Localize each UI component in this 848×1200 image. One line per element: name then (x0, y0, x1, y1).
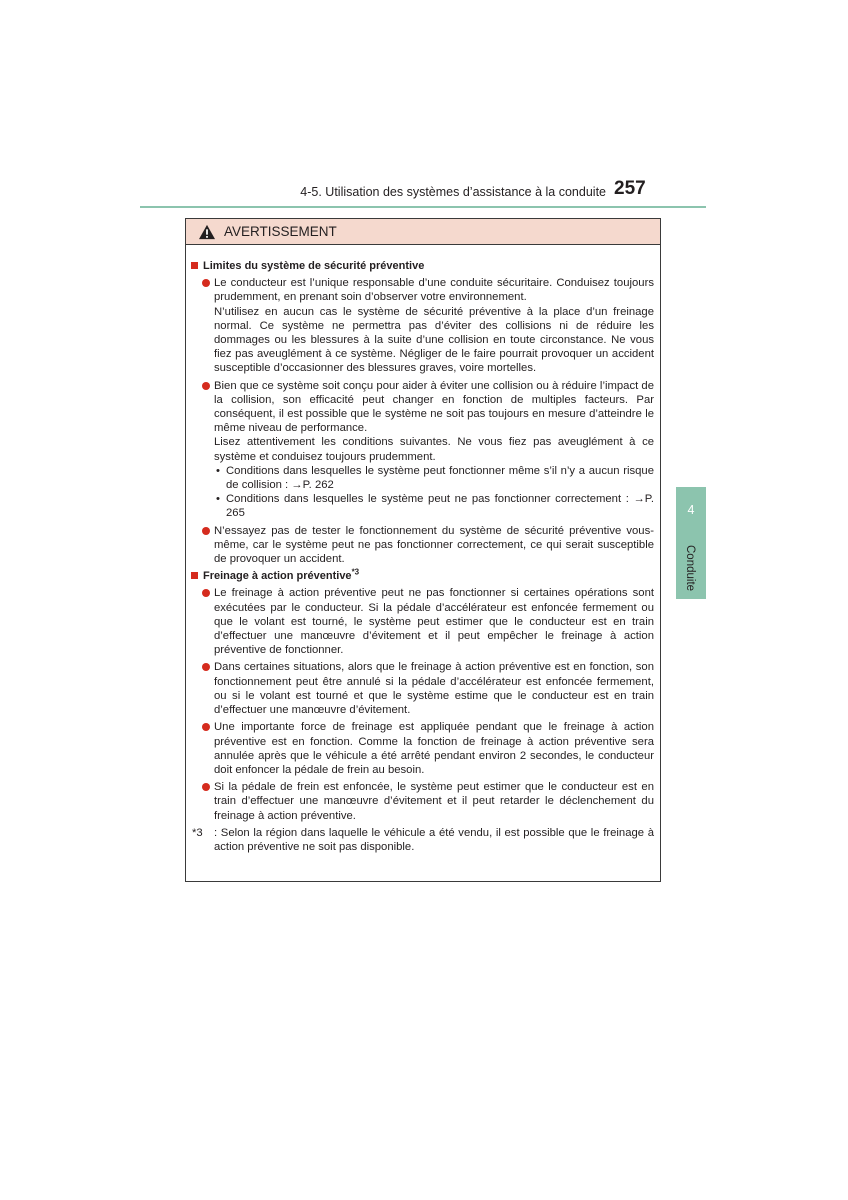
chapter-side-tab (676, 487, 706, 599)
section-heading-text: Limites du système de sécurité préventive (203, 260, 425, 272)
chapter-number: 4 (687, 503, 695, 517)
circle-bullet-icon (202, 723, 210, 731)
chapter-label: Conduite (684, 545, 696, 592)
paragraph: N’utilisez en aucun cas le système de sécurité préventive à la place d’un freinage normal. Ce système ne permettra pas d’éviter des collisions ni de réduire les dommages ou les blessures à la suite d’une collision en toute circonstance. Ne vous fiez pas aveuglément à ce système. Négliger de le faire pourrait provoquer un accident susceptible d’occasionner des blessures graves, voire mortelles. (214, 305, 654, 375)
paragraph: Le conducteur est l’unique responsable d’une conduite sécuritaire. Conduisez toujours prudemment, en prenant soin d’observer votre environnement. (214, 277, 654, 304)
sub-list-text: Conditions dans lesquelles le système peut ne pas fonctionner correctement : →P. 265 (226, 493, 654, 520)
sub-list-item (189, 464, 654, 492)
section-heading-text: Freinage à action préventive (203, 570, 352, 583)
footnote (189, 826, 654, 854)
circle-bullet-icon (202, 663, 210, 671)
circle-bullet-icon (202, 527, 210, 535)
list-item (189, 660, 654, 717)
list-item (189, 276, 654, 375)
page-number: 257 (614, 178, 646, 199)
paragraph: Une importante force de freinage est appliquée pendant que le freinage à action préventive est en fonction. Comme la fonction de freinage à action préventive sera annulée après que le véhicule a été arrêté pendant environ 2 secondes, le conducteur doit enfoncer la pédale de frein au besoin. (214, 721, 654, 776)
section-heading (189, 259, 654, 273)
list-item (189, 524, 654, 567)
footnote-reference: *3 (351, 567, 360, 577)
list-item (189, 379, 654, 464)
paragraph: Bien que ce système soit conçu pour aider à éviter une collision ou à réduire l’impact de la collision, son efficacité peut changer en fonction de multiples facteurs. Par conséquent, il est possible que le système ne soit pas toujours en mesure d’atteindre le même niveau de performance. (214, 379, 654, 435)
warning-header (186, 219, 660, 245)
paragraph: Si la pédale de frein est enfoncée, le système peut estimer que le conducteur est en train d’effectuer une manœuvre d’évitement et il peut retarder le déclenchement du freinage à action préventive. (214, 781, 654, 822)
paragraph: Le freinage à action préventive peut ne pas fonctionner si certaines opérations sont exécutées par le conducteur. Si la pédale d’accélérateur est enfoncée fermement ou que le volant est tourné, le système peut estimer que le conducteur est en train d’effectuer une manœuvre d’évitement et il peut empêcher le freinage à action préventive de fonctionner. (214, 587, 654, 657)
circle-bullet-icon (202, 783, 210, 791)
footnote-mark: *3 (192, 826, 203, 839)
circle-bullet-icon (202, 589, 210, 597)
square-bullet-icon (191, 572, 198, 579)
list-item (189, 720, 654, 777)
header-rule (140, 206, 706, 208)
circle-bullet-icon (202, 382, 210, 390)
list-item (189, 586, 654, 657)
list-item (189, 780, 654, 823)
warning-triangle-icon (198, 224, 216, 240)
sub-list-text: Conditions dans lesquelles le système peut fonctionner même s’il n’y a aucun risque de collision : →P. 262 (226, 464, 654, 492)
warning-box (185, 218, 661, 882)
paragraph: N’essayez pas de tester le fonctionnement du système de sécurité préventive vous-même, car le système peut ne pas fonctionner correctement, ce qui serait susceptible de provoquer un accident. (214, 524, 654, 566)
section-heading (189, 569, 654, 583)
chapter-title: 4-5. Utilisation des systèmes d’assistance à la conduite (300, 185, 606, 199)
small-dot-bullet-icon: • (216, 493, 220, 506)
circle-bullet-icon (202, 279, 210, 287)
paragraph: Dans certaines situations, alors que le freinage à action préventive est en fonction, son fonctionnement peut être annulé si la pédale d’accélérateur est enfoncée fermement, ou si le volant est tourné et que le système estime que le conducteur est en train d’effectuer une manœuvre d’évitement. (214, 661, 654, 717)
footnote-text: : Selon la région dans laquelle le véhicule a été vendu, il est possible que le freinage à action préventive ne soit pas disponible. (214, 826, 654, 853)
small-dot-bullet-icon: • (216, 464, 220, 477)
sub-list-item (189, 492, 654, 520)
paragraph: Lisez attentivement les conditions suivantes. Ne vous fiez pas aveuglément à ce système et conduisez toujours prudemment. (214, 436, 654, 463)
square-bullet-icon (191, 262, 198, 269)
warning-content (186, 245, 660, 854)
warning-title: AVERTISSEMENT (224, 224, 337, 239)
